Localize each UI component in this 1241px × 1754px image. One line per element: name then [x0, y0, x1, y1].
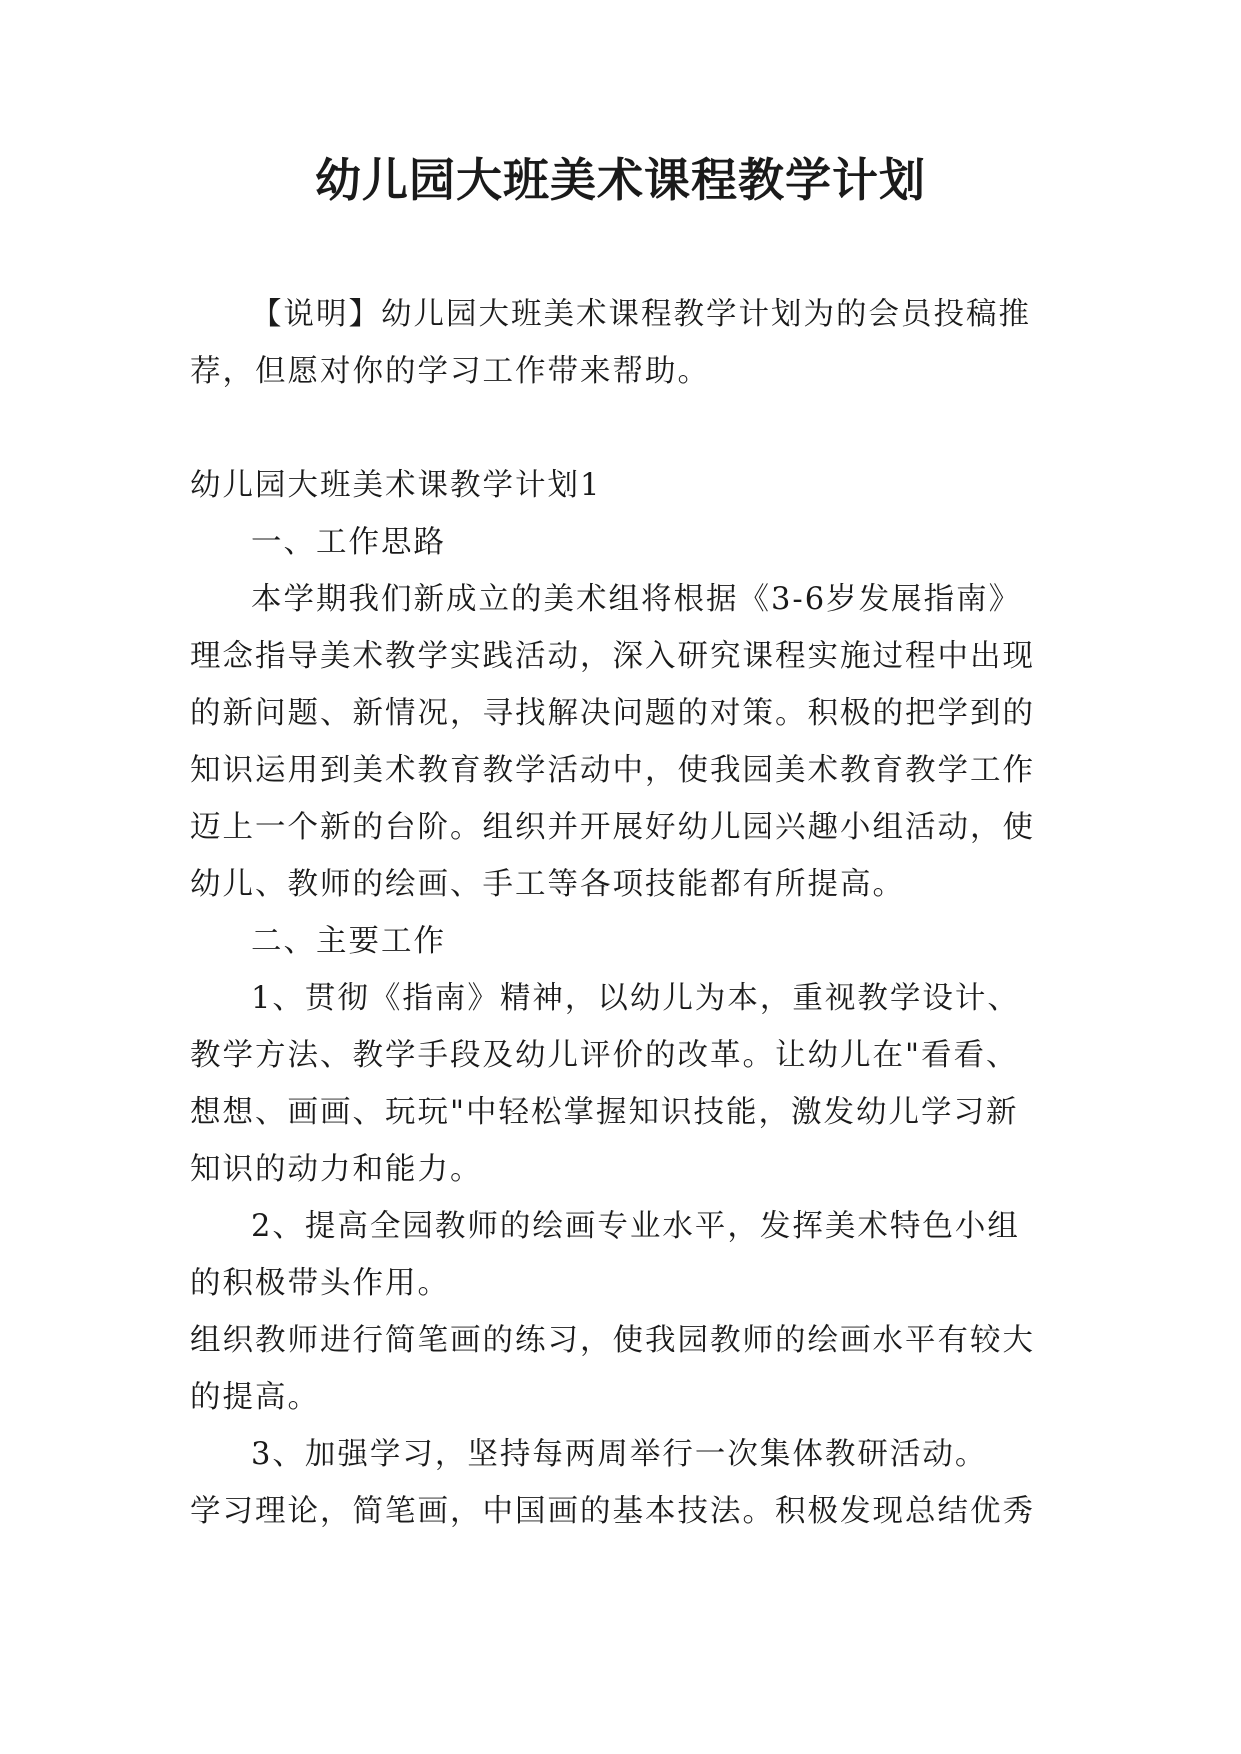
- text-line: 迈上一个新的台阶。组织并开展好幼儿园兴趣小组活动，使: [190, 810, 1035, 845]
- text-line: 【说明】幼儿园大班美术课程教学计划为的会员投稿推: [251, 297, 1031, 332]
- list-item-2-detail: [190, 1312, 1052, 1426]
- heading-main-work: [190, 913, 1052, 970]
- text-line: 3、加强学习，坚持每两周举行一次集体教研活动。: [251, 1437, 988, 1472]
- text-line: 幼儿、教师的绘画、手工等各项技能都有所提高。: [190, 867, 905, 902]
- text-line: 的提高。: [190, 1380, 320, 1415]
- document-title: 幼儿园大班美术课程教学计划: [315, 153, 926, 207]
- text-line: 的积极带头作用。: [190, 1266, 450, 1301]
- paragraph-work-ideas: [190, 571, 1052, 913]
- text-line: 知识运用到美术教育教学活动中，使我园美术教育教学工作: [190, 753, 1035, 788]
- text-line: 知识的动力和能力。: [190, 1152, 483, 1187]
- text-line: 幼儿园大班美术课教学计划1: [190, 468, 602, 503]
- text-line: 的新问题、新情况，寻找解决问题的对策。积极的把学到的: [190, 696, 1035, 731]
- list-item-2: [190, 1198, 1052, 1312]
- text-line: 本学期我们新成立的美术组将根据《3-6岁发展指南》: [251, 582, 1022, 617]
- text-line: 教学方法、教学手段及幼儿评价的改革。让幼儿在"看看、: [190, 1038, 1019, 1073]
- text-line: 理念指导美术教学实践活动，深入研究课程实施过程中出现: [190, 639, 1035, 674]
- text-line: 二、主要工作: [251, 924, 446, 959]
- section-title: [190, 457, 1052, 514]
- list-item-3-detail: [190, 1483, 1052, 1540]
- list-item-1: [190, 970, 1052, 1198]
- intro-paragraph: [190, 286, 1052, 400]
- list-item-3: [190, 1426, 1052, 1483]
- text-line: 组织教师进行简笔画的练习，使我园教师的绘画水平有较大: [190, 1323, 1035, 1358]
- heading-work-ideas: [190, 514, 1052, 571]
- text-line: 2、提高全园教师的绘画专业水平，发挥美术特色小组: [251, 1209, 1020, 1244]
- text-line: 1、贯彻《指南》精神，以幼儿为本，重视教学设计、: [251, 981, 1020, 1016]
- text-line: 学习理论，简笔画，中国画的基本技法。积极发现总结优秀: [190, 1494, 1035, 1529]
- text-line: 想想、画画、玩玩"中轻松掌握知识技能，激发幼儿学习新: [190, 1095, 1019, 1130]
- document-body: [190, 286, 1052, 1540]
- text-line: 一、工作思路: [251, 525, 446, 560]
- text-line: 荐，但愿对你的学习工作带来帮助。: [190, 354, 710, 389]
